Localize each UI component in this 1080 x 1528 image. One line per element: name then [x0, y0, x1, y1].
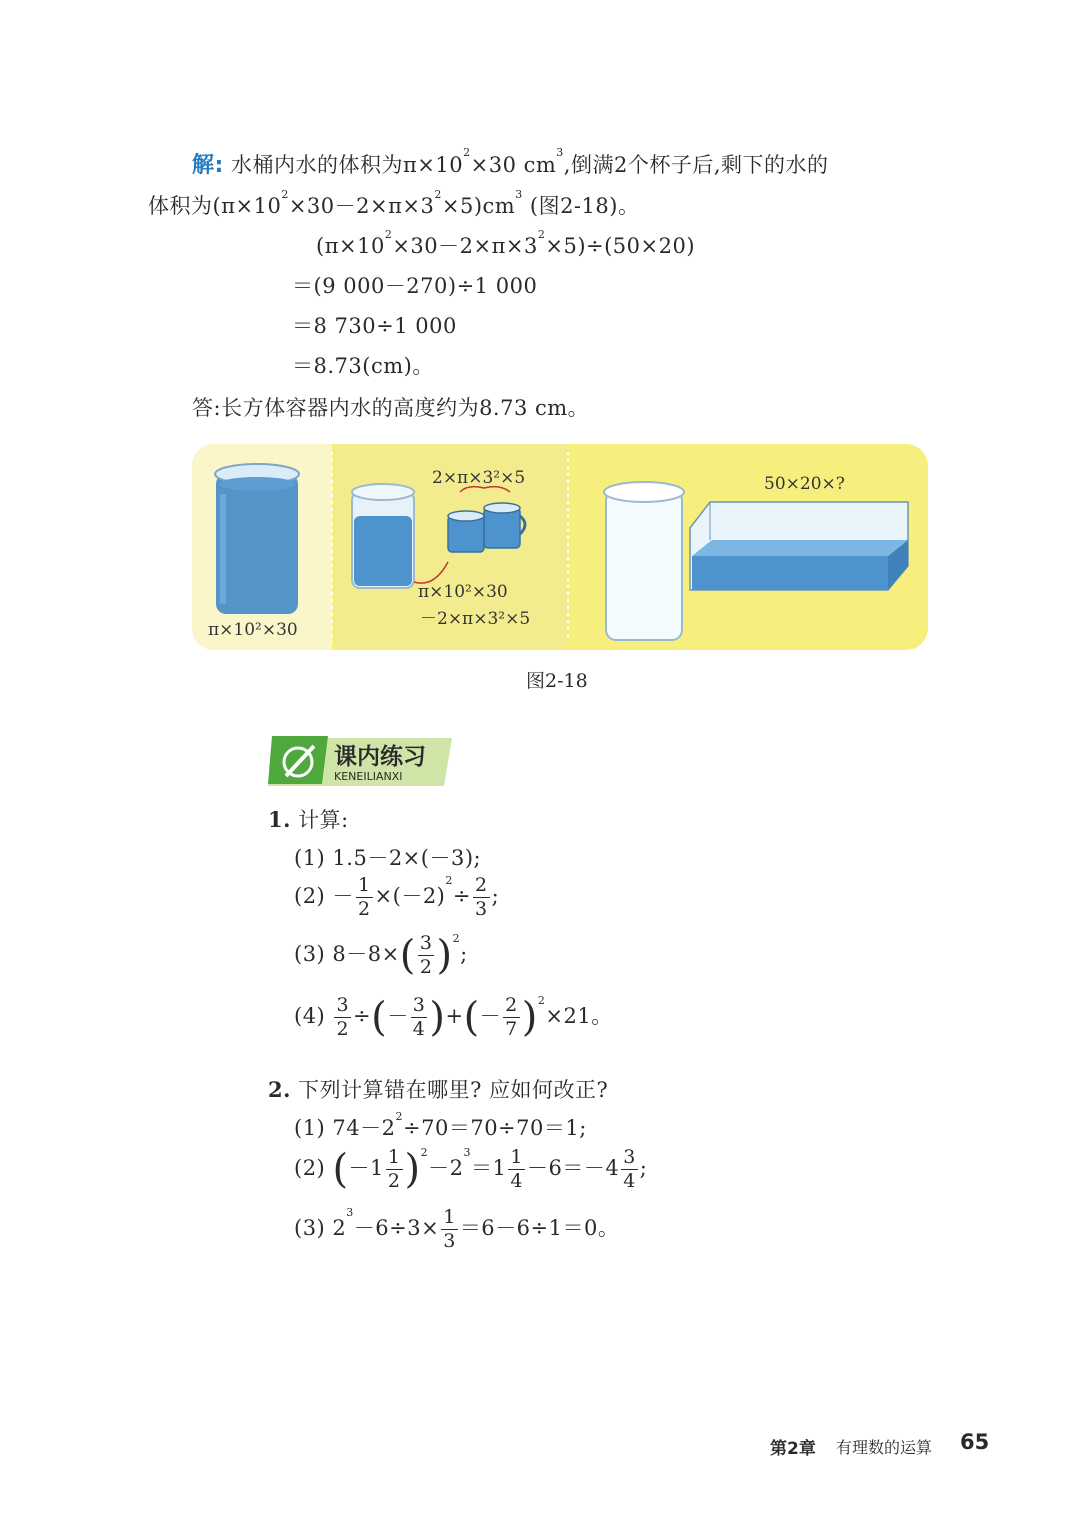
- q2-part-1: (1) $74-2^2\div 70=70\div 70=1$;: [294, 1110, 587, 1140]
- calc-line-2: ＝(9 000－270)÷1 000: [292, 274, 538, 298]
- footer-chapter-title: 有理数的运算: [836, 1438, 933, 1457]
- q1-part-4-label: (4): [294, 1004, 326, 1028]
- q2-part-2-label: (2): [294, 1156, 326, 1180]
- q2-part-3: (3) $2^3-6\div 3\times$ $\frac{1}{3}$ ＝6－6÷1＝0。: [294, 1206, 620, 1252]
- calc-line-4: ＝8.73(cm)。: [292, 354, 434, 378]
- calc-text: ×5)÷(50×20): [545, 234, 696, 258]
- solution-text: ×30－2×π×3: [288, 194, 435, 218]
- solution-text: 水桶内水的体积为π×10: [231, 153, 464, 177]
- question-2: [268, 1074, 608, 1104]
- calc-text: ×30－2×π×3: [392, 234, 538, 258]
- q1-part-3: (3) 8－8×( $\frac{3}{2}$ )$^2$;: [294, 932, 468, 979]
- q1-part-2: (2) － $\frac{1}{2}$ $\times(-2)^2\div$ $\frac{2}{3}$ ;: [294, 874, 500, 920]
- question-2-stem: 下列计算错在哪里? 应如何改正?: [298, 1078, 609, 1102]
- footer-chapter: 第2章: [770, 1439, 816, 1459]
- figure-label-remain-2: －2×π×3²×5: [420, 609, 531, 629]
- q1-part-4: (4) $\frac{3}{2}$ ÷(－ $\frac{3}{4}$ )+(－ $\frac{2}{7}$ )$^2$×21。: [294, 994, 613, 1041]
- calc-line-3: ＝8 730÷1 000: [292, 314, 457, 338]
- empty-glass-icon: [604, 482, 684, 640]
- exercise-badge: [268, 736, 454, 788]
- solution-text: ×30 cm: [470, 153, 557, 177]
- question-2-number: 2.: [268, 1077, 291, 1102]
- solution-text: 体积为(π×10: [148, 194, 282, 218]
- q1-part-1: (1) 1.5－2×(－3);: [294, 846, 482, 870]
- figure-label-remain-1: π×10²×30: [418, 582, 508, 602]
- bucket-icon: [215, 464, 299, 614]
- question-1-stem: 计算:: [298, 808, 349, 832]
- figure-label-bucket: π×10²×30: [208, 620, 298, 640]
- figure-caption: 图2-18: [526, 670, 588, 692]
- calc-text: (π×10: [316, 234, 385, 258]
- solution-label: 解:: [192, 153, 224, 178]
- arrow-icon: [414, 562, 448, 583]
- cups-icon: [448, 487, 525, 552]
- page-number: 65: [960, 1430, 990, 1454]
- q2-part-2: (2) (－1 $\frac{1}{2}$ )$^2-2^3=1$ $\frac{1}{4}$ －6＝－4 $\frac{3}{4}$ ;: [294, 1146, 648, 1193]
- figure-2-18: [192, 444, 928, 650]
- jar-icon: [352, 484, 414, 588]
- calc-line-1: $(\pi\times 10^2\times 30-2\times\pi\times 3^2\times 5)\div(50\times 20)$: [316, 228, 696, 258]
- q2-part-3-label: (3): [294, 1216, 326, 1240]
- solution-text: ,倒满2个杯子后,剩下的水的: [563, 153, 829, 177]
- answer-line: 答:长方体容器内水的高度约为8.73 cm。: [192, 396, 590, 420]
- solution-line-2: 体积为$(\pi\times 10^2\times 30-2\times\pi\times 3^2\times 5)cm^3$ (图2-18)。: [148, 188, 640, 218]
- exercise-title: 课内练习: [334, 744, 426, 770]
- q1-part-3-label: (3): [294, 942, 326, 966]
- solution-text: (图2-18)。: [529, 194, 640, 218]
- q1-part-2-label: (2): [294, 884, 326, 908]
- solution-text: ×5)cm: [441, 194, 516, 218]
- exercise-subtitle: KENEILIANXI: [334, 770, 403, 783]
- container-icon: [690, 502, 908, 590]
- figure-label-cups: 2×π×3²×5: [432, 468, 526, 488]
- solution-line-1: 解: 水桶内水的体积为$\pi\times 10^2\times 30$ $cm^3$,倒满2个杯子后,剩下的水的: [192, 146, 829, 178]
- question-1: [268, 804, 349, 834]
- question-1-number: 1.: [268, 807, 291, 832]
- figure-label-box: 50×20×?: [764, 474, 845, 494]
- q2-part-1-label: (1): [294, 1116, 326, 1140]
